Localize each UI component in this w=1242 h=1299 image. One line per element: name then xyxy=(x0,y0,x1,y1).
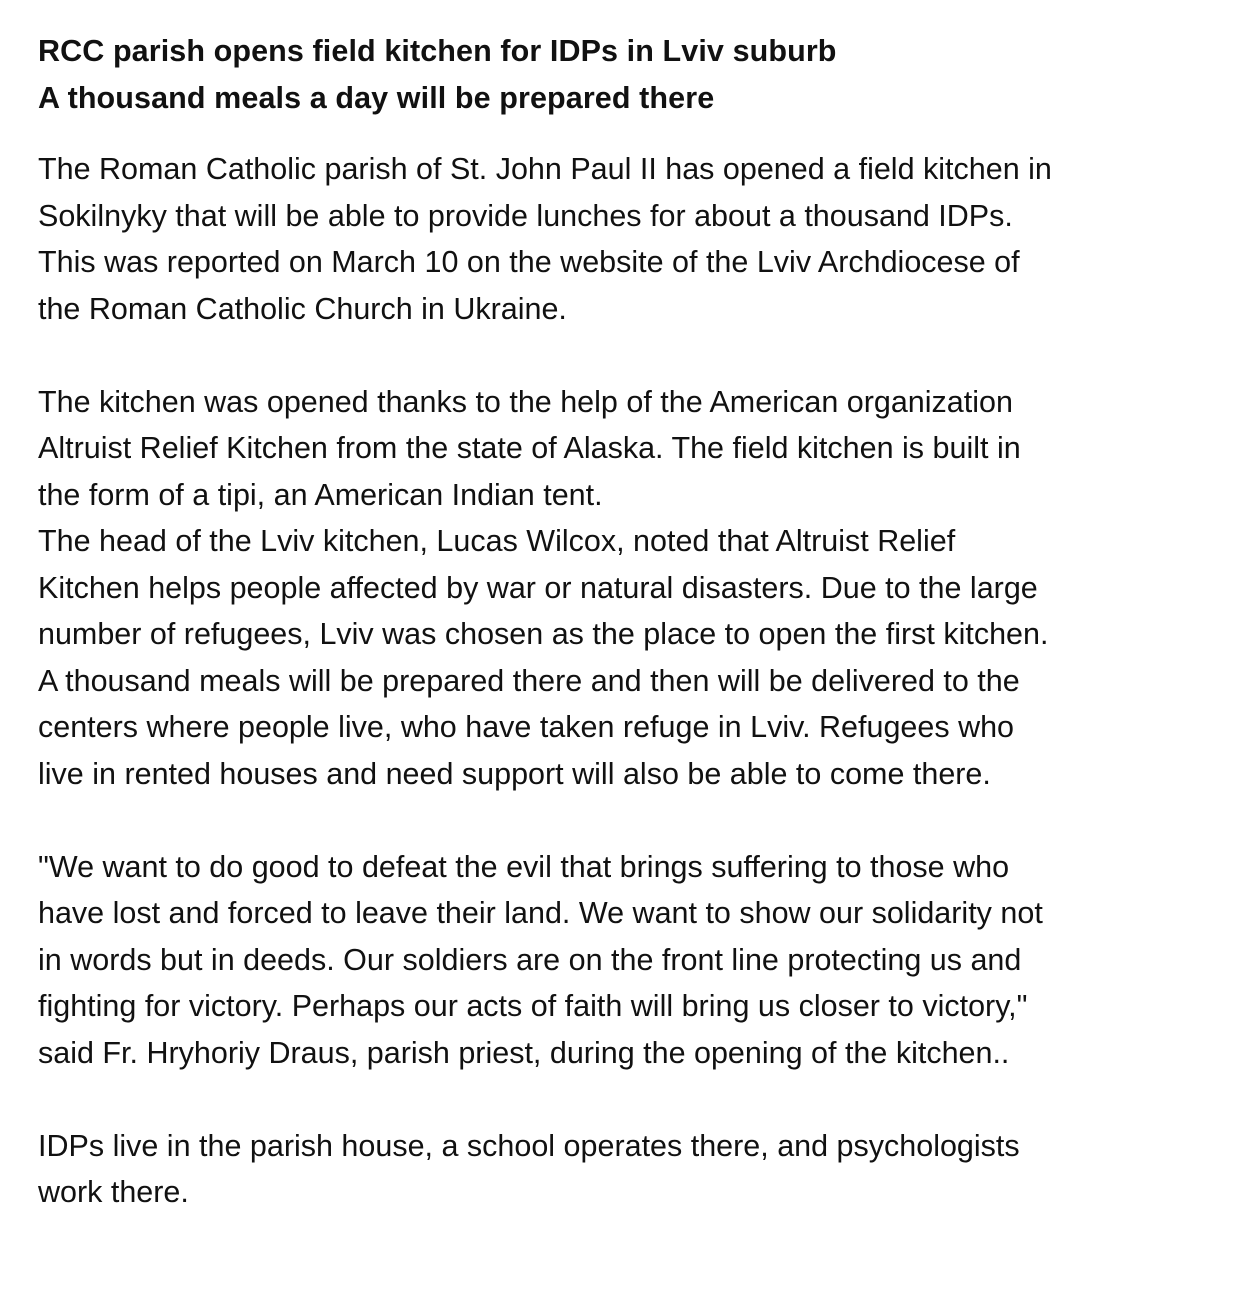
text-line: The Roman Catholic parish of St. John Paul II has opened a field kitchen in xyxy=(38,152,1052,186)
paragraph-spacer xyxy=(38,1076,1218,1123)
text-line: said Fr. Hryhoriy Draus, parish priest, during the opening of the kitchen.. xyxy=(38,1035,1010,1070)
text-line: Kitchen helps people affected by war or natural disasters. Due to the large xyxy=(38,570,1038,605)
paragraph-quote xyxy=(38,844,1218,1077)
text-line: fighting for victory. Perhaps our acts of faith will bring us closer to victory," xyxy=(38,989,1028,1023)
headline-subtitle: A thousand meals a day will be prepared there xyxy=(38,81,715,115)
text-line: IDPs live in the parish house, a school operates there, and psychologists xyxy=(38,1128,1020,1163)
text-line: number of refugees, Lviv was chosen as the place to open the first kitchen. xyxy=(38,617,1049,651)
text-line: in words but in deeds. Our soldiers are on the front line protecting us and xyxy=(38,942,1022,977)
text-line: work there. xyxy=(38,1175,189,1209)
paragraph-parish-house xyxy=(38,1123,1218,1216)
text-line: the Roman Catholic Church in Ukraine. xyxy=(38,291,567,326)
text-line: This was reported on March 10 on the website of the Lviv Archdiocese of xyxy=(38,245,1020,279)
paragraph-kitchen-origin xyxy=(38,379,1218,519)
text-line: Sokilnyky that will be able to provide lunches for about a thousand IDPs. xyxy=(38,198,1013,233)
paragraph-kitchen-head xyxy=(38,518,1218,797)
text-line: live in rented houses and need support will also be able to come there. xyxy=(38,756,991,791)
text-line: A thousand meals will be prepared there and then will be delivered to the xyxy=(38,663,1020,698)
headline xyxy=(38,28,1218,122)
text-line: The kitchen was opened thanks to the help of the American organization xyxy=(38,384,1013,419)
text-line: Altruist Relief Kitchen from the state of Alaska. The field kitchen is built in xyxy=(38,431,1021,465)
text-line: "We want to do good to defeat the evil that brings suffering to those who xyxy=(38,849,1010,884)
text-line: have lost and forced to leave their land. We want to show our solidarity not xyxy=(38,896,1043,930)
headline-title: RCC parish opens field kitchen for IDPs in Lviv suburb xyxy=(38,34,837,68)
paragraph-spacer xyxy=(38,332,1218,379)
text-line: the form of a tipi, an American Indian tent. xyxy=(38,477,603,512)
article xyxy=(38,28,1218,1216)
paragraph-spacer xyxy=(38,797,1218,844)
text-line: centers where people live, who have taken refuge in Lviv. Refugees who xyxy=(38,710,1015,744)
paragraph-intro xyxy=(38,146,1218,332)
text-line: The head of the Lviv kitchen, Lucas Wilcox, noted that Altruist Relief xyxy=(38,524,956,558)
